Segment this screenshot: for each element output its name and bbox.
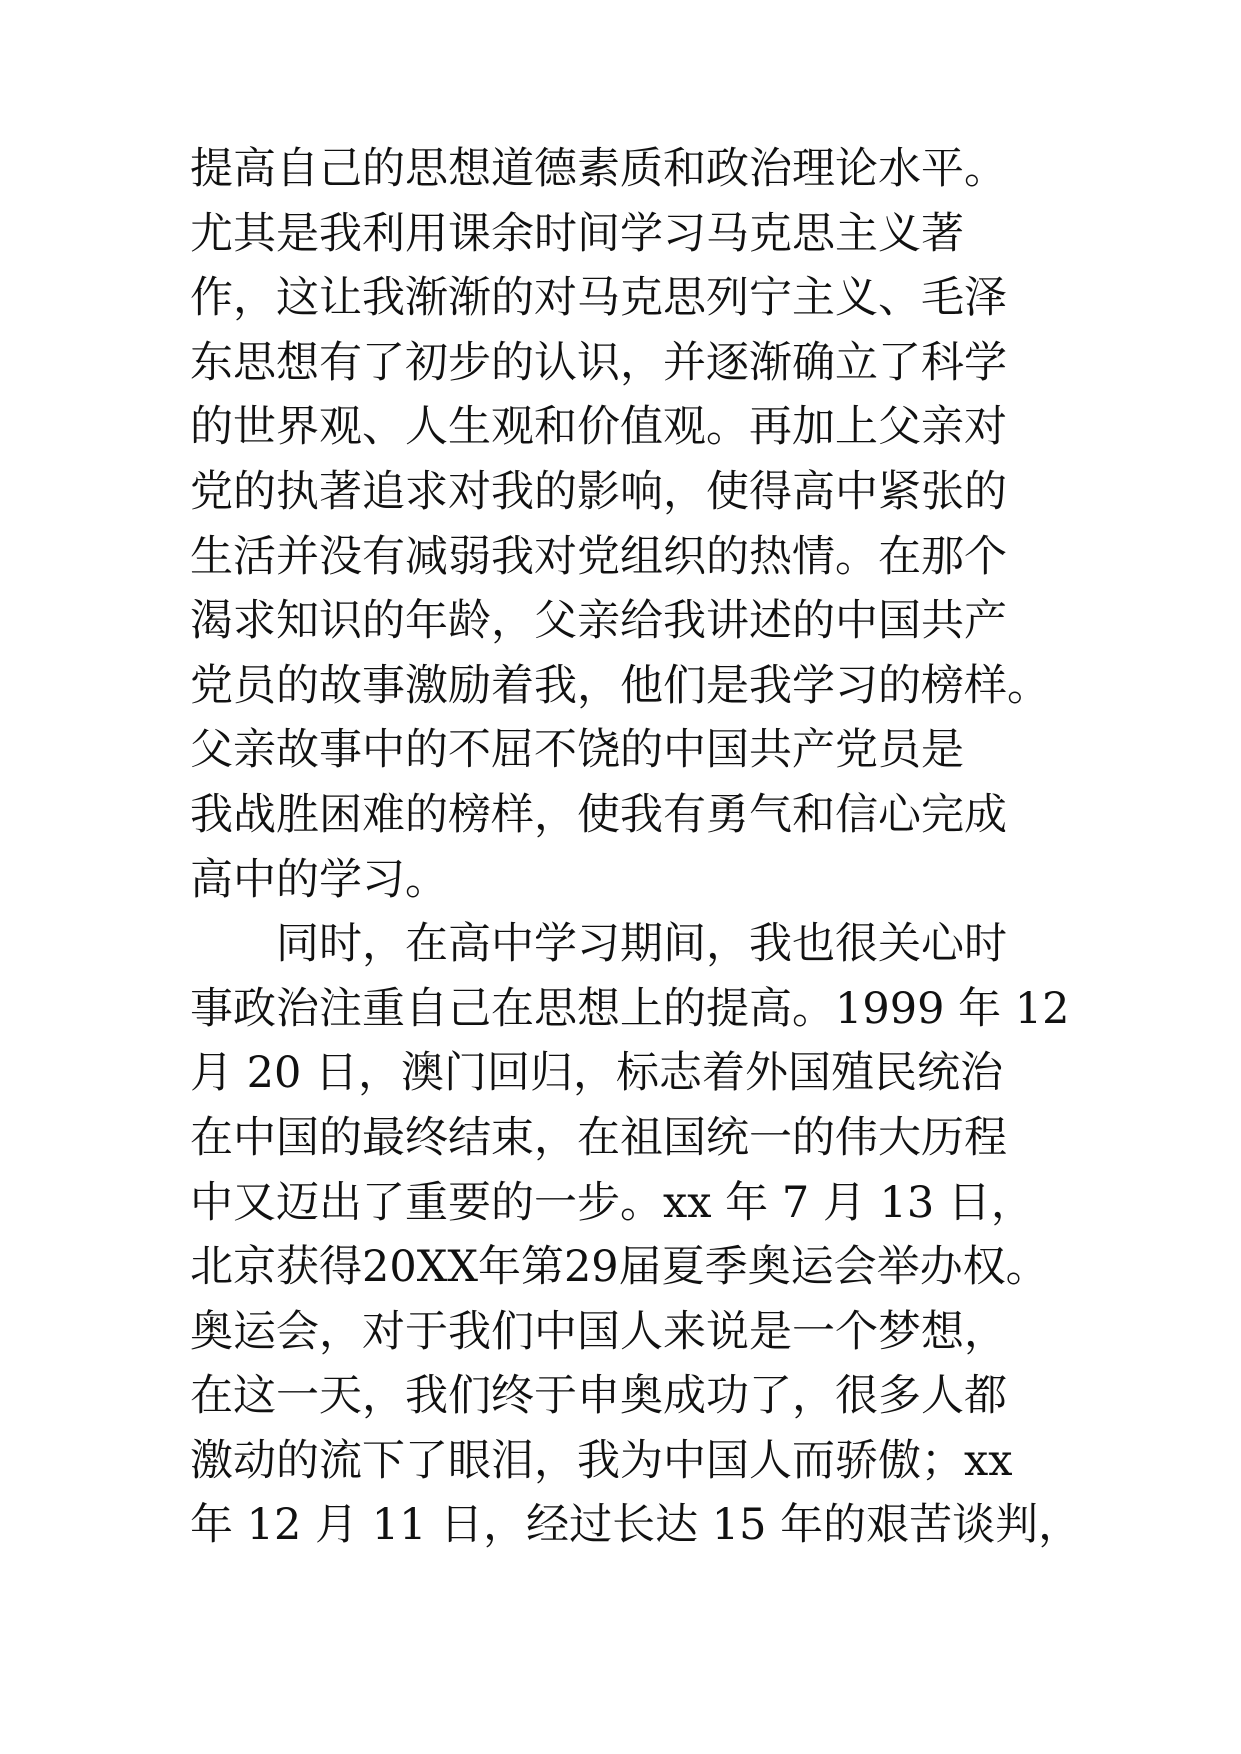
text-line: 党的执著追求对我的影响，使得高中紧张的 xyxy=(190,466,1007,517)
text-line: 北京获得20XX年第29届夏季奥运会举办权。 xyxy=(190,1242,1049,1293)
text-line: 党员的故事激励着我，他们是我学习的榜样。 xyxy=(190,660,1050,711)
text-line: 我战胜困难的榜样，使我有勇气和信心完成 xyxy=(190,789,1007,840)
text-line: 同时，在高中学习期间，我也很关心时 xyxy=(190,919,1007,970)
text-line: 中又迈出了重要的一步。xx 年 7 月 13 日， xyxy=(190,1177,1034,1228)
text-line: 提高自己的思想道德素质和政治理论水平。 xyxy=(190,144,1007,194)
text-line: 的世界观、人生观和价值观。再加上父亲对 xyxy=(190,402,1007,453)
text-line: 尤其是我利用课余时间学习马克思主义著 xyxy=(190,208,964,259)
text-line: 东思想有了初步的认识，并逐渐确立了科学 xyxy=(190,337,1007,388)
text-line: 高中的学习。 xyxy=(190,854,448,905)
text-line: 父亲故事中的不屈不饶的中国共产党员是 xyxy=(190,725,964,776)
text-line: 事政治注重自己在思想上的提高。1999 年 12 xyxy=(190,983,1070,1034)
text-line: 年 12 月 11 日，经过长达 15 年的艰苦谈判， xyxy=(190,1500,1082,1551)
text-line: 月 20 日，澳门回归，标志着外国殖民统治 xyxy=(190,1048,1004,1099)
text-line: 在这一天，我们终于申奥成功了，很多人都 xyxy=(190,1371,1007,1422)
text-line: 生活并没有减弱我对党组织的热情。在那个 xyxy=(190,531,1007,582)
text-line: 激动的流下了眼泪，我为中国人而骄傲；xx xyxy=(190,1435,1013,1486)
text-line: 作，这让我渐渐的对马克思列宁主义、毛泽 xyxy=(190,273,1007,324)
body-text xyxy=(190,140,1090,1561)
text-line: 在中国的最终结束，在祖国统一的伟大历程 xyxy=(190,1112,1007,1163)
text-line: 渴求知识的年龄，父亲给我讲述的中国共产 xyxy=(190,596,1007,647)
text-line: 奥运会，对于我们中国人来说是一个梦想， xyxy=(190,1306,1007,1357)
